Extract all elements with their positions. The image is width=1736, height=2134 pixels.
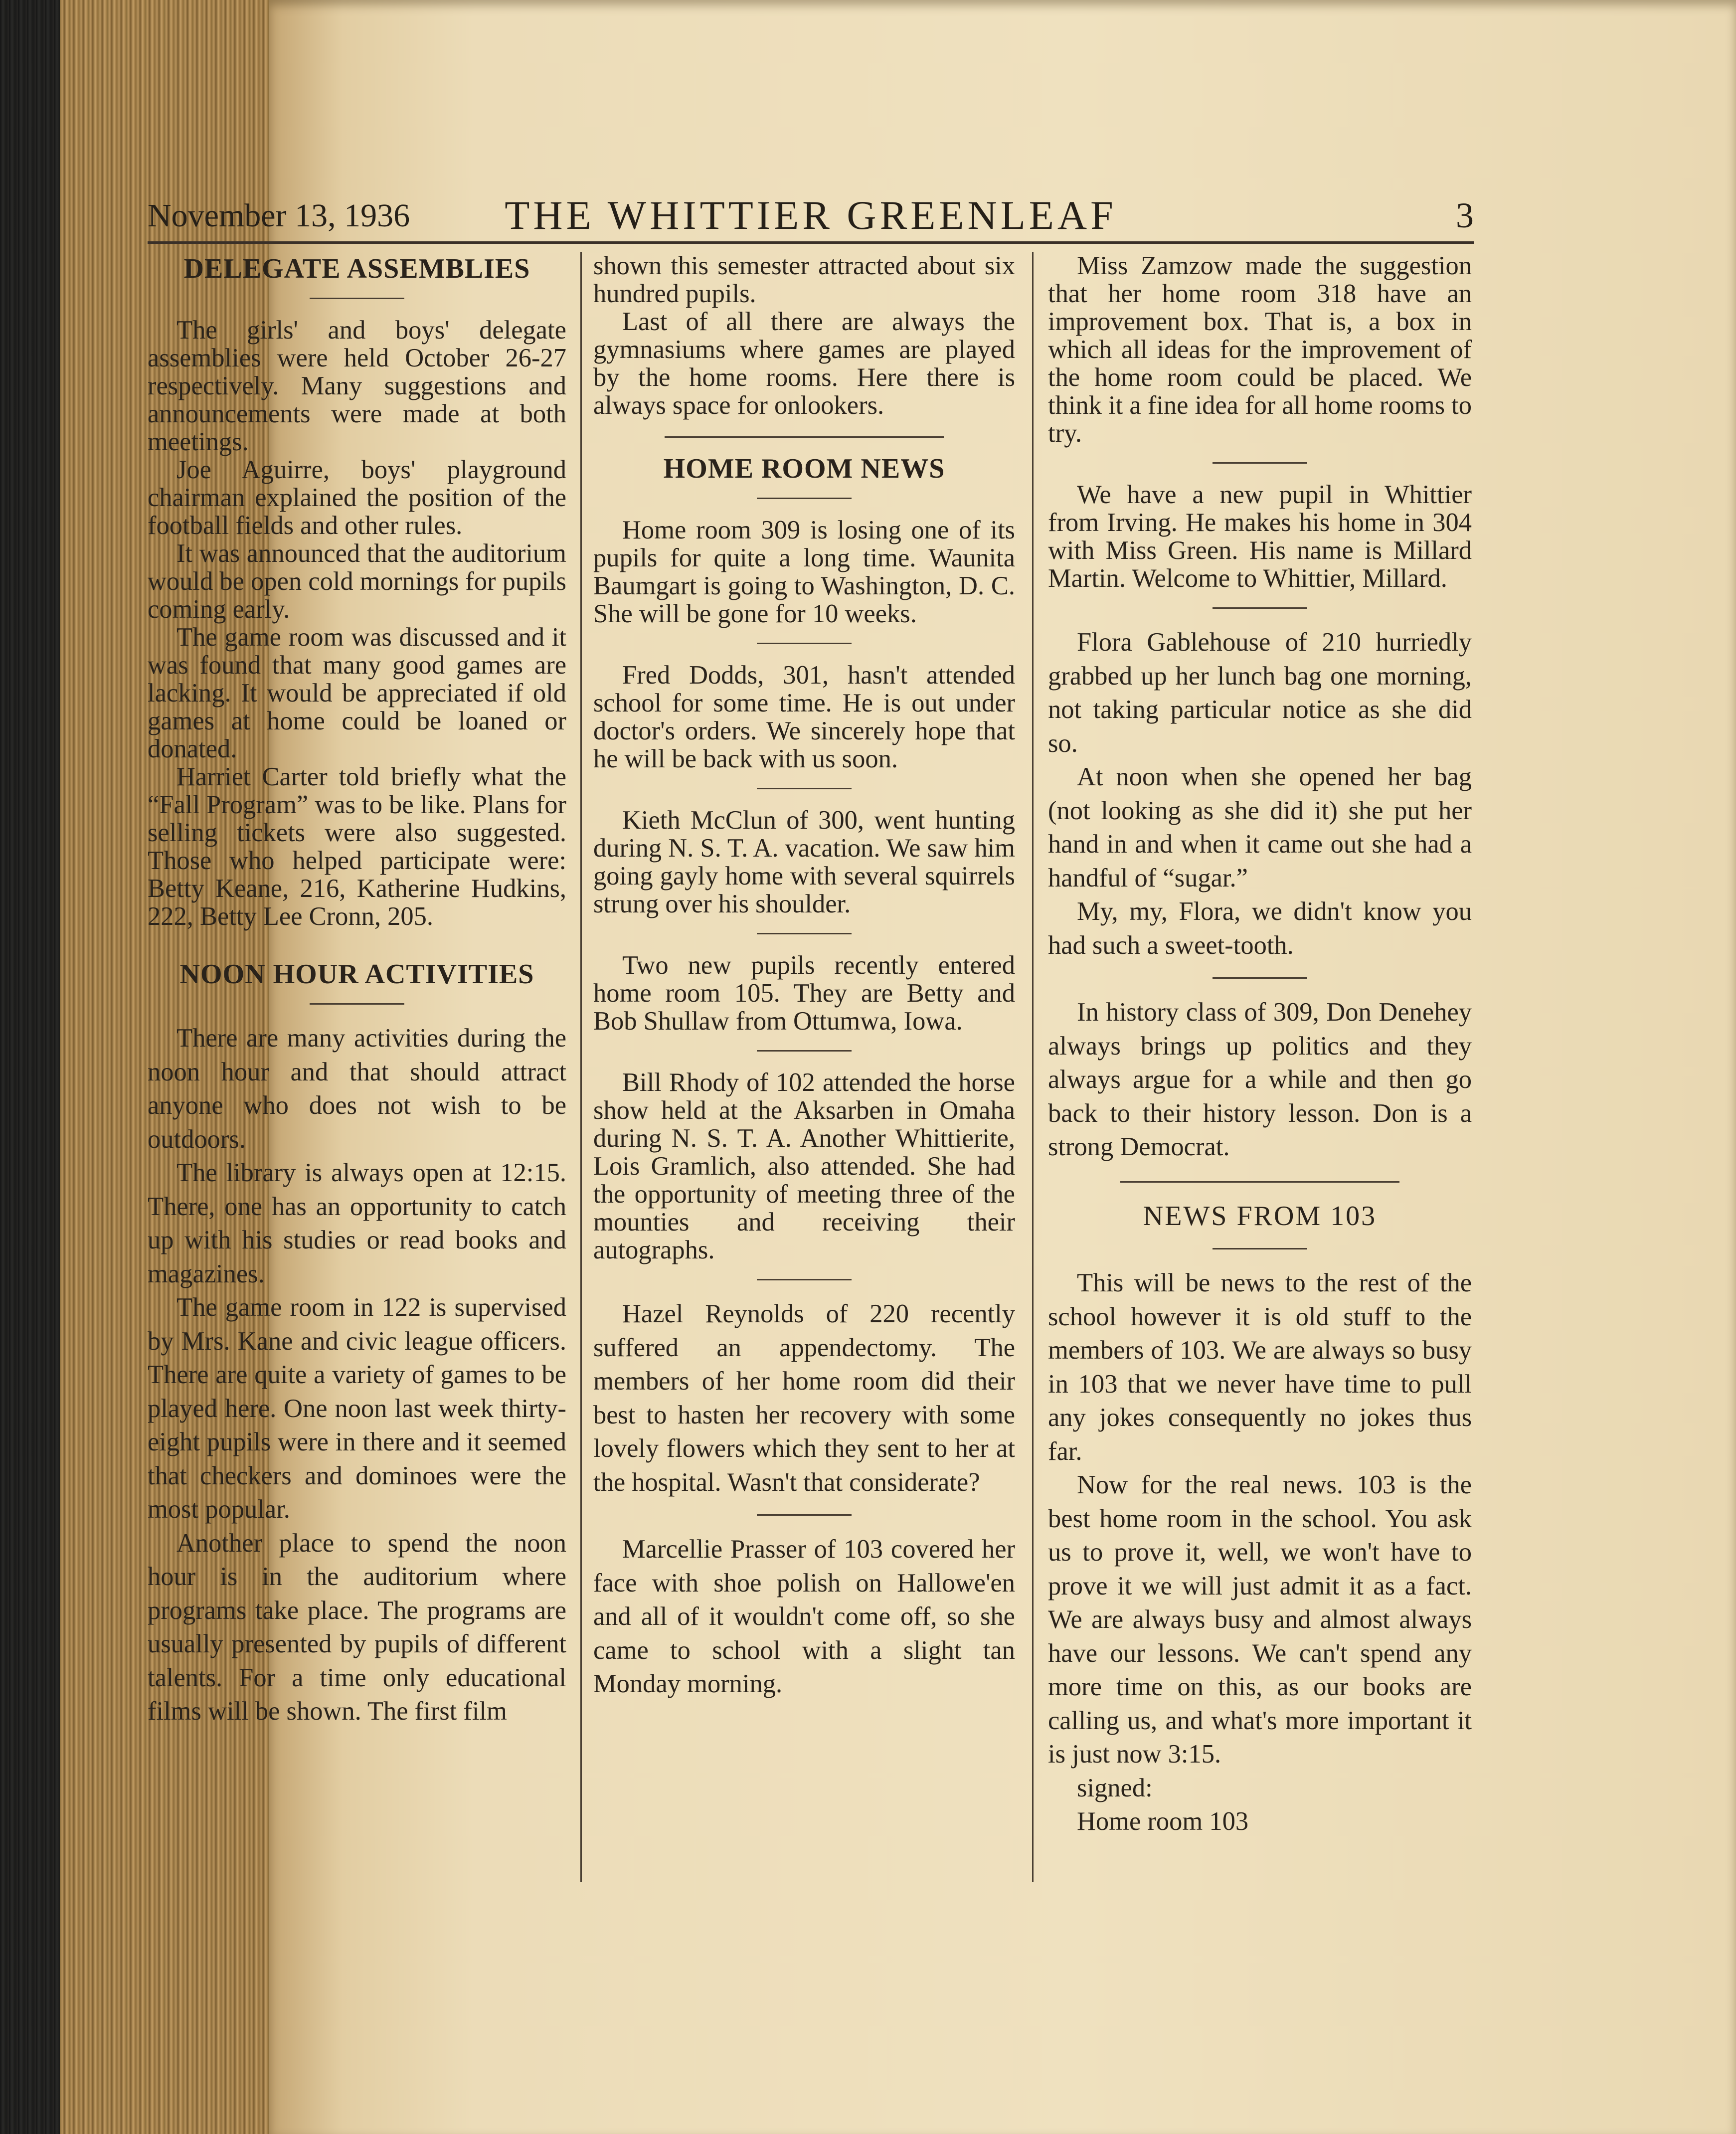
article-paragraph: The game room in 122 is supervised by Mrs. Kane and civic league officers. There are quite a variety of games to be played here. One noon last week thirty-eight pupils were in there and it seemed that checkers and dominoes were the most popular. [148, 1293, 566, 1524]
article-paragraph: Joe Aguirre, boys' playground chairman explained the position of the football fields and other rules. [148, 455, 566, 540]
signature: Home room 103 [1077, 1807, 1249, 1836]
news-item: Marcellie Prasser of 103 covered her face with shoe polish on Hallowe'en and all of it wouldn't come off, so she came to school with a slight tan Monday morning. [593, 1535, 1015, 1698]
article-paragraph: Another place to spend the noon hour is in the auditorium where programs take place. The programs are usually presented by pupils of different talents. For a time only educational films will be shown. The first film [148, 1528, 566, 1726]
article-paragraph: This will be news to the rest of the school however it is old stuff to the members of 103. We are always so busy in 103 that we never have time to pull any jokes consequently no jokes thus far. [1048, 1268, 1472, 1466]
headline-home-room-news: HOME ROOM NEWS [663, 453, 945, 484]
news-item: In history class of 309, Don Denehey always brings up politics and they always argue for a while and then go back to their history lesson. Don is a strong Democrat. [1048, 998, 1472, 1161]
column-1 [148, 252, 566, 1882]
news-item: My, my, Flora, we didn't know you had such a sweet-tooth. [1048, 897, 1472, 960]
item-separator [757, 788, 852, 789]
article-paragraph: Now for the real news. 103 is the best home room in the school. You ask us to prove it, well, we won't have to prove it we will just admit it as a fact. We are always busy and almost always have our lessons. We can't spend any more time on this, as our books are calling us, and what's more important it is just now 3:15. [1048, 1470, 1472, 1769]
item-separator [757, 933, 852, 934]
headline-delegate-assemblies: DELEGATE ASSEMBLIES [183, 253, 530, 284]
news-item: Flora Gablehouse of 210 hurriedly grabbed up her lunch bag one morning, not taking particular notice as she did so. [1048, 628, 1472, 758]
issue-date: November 13, 1936 [148, 197, 410, 234]
item-separator [757, 643, 852, 644]
column-divider [580, 252, 582, 1882]
news-item: We have a new pupil in Whittier from Irving. He makes his home in 304 with Miss Green. His name is Millard Martin. Welcome to Whittier, Millard. [1048, 480, 1472, 593]
article-paragraph: There are many activities during the noon hour and that should attract anyone who does not wish to be outdoors. [148, 1024, 566, 1154]
headline-rule [757, 498, 852, 499]
article-paragraph: Harriet Carter told briefly what the “Fall Program” was to be like. Plans for selling tickets were also suggested. Those who helped participate were: Betty Keane, 216, Katherine Hudkins, 222, Betty Lee Cronn, 205. [148, 762, 566, 931]
signed-label: signed: [1077, 1773, 1153, 1802]
news-item: Bill Rhody of 102 attended the horse show held at the Aksarben in Omaha during N. S. T. A. Another Whittierite, Lois Gramlich, also attended. She had the opportunity of meeting three of the mounties and receiving their autographs. [593, 1068, 1015, 1264]
column-3 [1048, 252, 1472, 1882]
news-item: Miss Zamzow made the suggestion that her home room 318 have an improvement box. That is, a box in which all ideas for the improvement of the home room could be placed. We think it a fine idea for all home rooms to try. [1048, 251, 1472, 448]
item-separator [1213, 462, 1307, 464]
article-paragraph: The library is always open at 12:15. There, one has an opportunity to catch up with his studies or read books and magazines. [148, 1158, 566, 1288]
article-paragraph: It was announced that the auditorium would be open cold mornings for pupils coming early. [148, 539, 566, 624]
item-separator [1213, 977, 1307, 979]
newspaper-title: THE WHITTIER GREENLEAF [505, 192, 1117, 238]
article-separator [665, 436, 944, 438]
headline-rule [1213, 1248, 1307, 1249]
news-item: Fred Dodds, 301, hasn't attended school for some time. He is out under doctor's orders. We sincerely hope that he will be back with us soon. [593, 661, 1015, 773]
article-paragraph: The girls' and boys' delegate assemblies were held October 26-27 respectively. Many suggestions and announcements were made at both meetings. [148, 316, 566, 456]
page-number: 3 [1456, 195, 1474, 235]
headline-news-from-103: NEWS FROM 103 [1143, 1200, 1377, 1232]
column-2 [593, 252, 1015, 1882]
masthead [148, 192, 1474, 239]
column-divider [1032, 252, 1034, 1882]
article-paragraph: shown this semester attracted about six hundred pupils. [593, 251, 1015, 308]
news-item: Two new pupils recently entered home room 105. They are Betty and Bob Shullaw from Ottumwa, Iowa. [593, 951, 1015, 1036]
headline-rule [310, 298, 404, 299]
headline-noon-hour-activities: NOON HOUR ACTIVITIES [179, 959, 534, 990]
article-separator [1120, 1181, 1399, 1183]
article-paragraph: Last of all there are always the gymnasiums where games are played by the home rooms. Here there is always space for onlookers. [593, 307, 1015, 420]
item-separator [1213, 607, 1307, 609]
headline-rule [310, 1003, 404, 1005]
news-item: Kieth McClun of 300, went hunting during N. S. T. A. vacation. We saw him going gayly home with several squirrels strung over his shoulder. [593, 806, 1015, 918]
item-separator [757, 1050, 852, 1052]
item-separator [757, 1279, 852, 1280]
news-item: At noon when she opened her bag (not looking as she did it) she put her hand in and when it came out she had a handful of “sugar.” [1048, 762, 1472, 892]
news-item: Hazel Reynolds of 220 recently suffered an appendectomy. The members of her home room did their best to hasten her recovery with some lovely flowers which they sent to her at the hospital. Wasn't that considerate? [593, 1299, 1015, 1497]
news-item: Home room 309 is losing one of its pupils for quite a long time. Waunita Baumgart is going to Washington, D. C. She will be gone for 10 weeks. [593, 516, 1015, 628]
book-binding [0, 0, 60, 2134]
header-rule [148, 241, 1474, 244]
article-paragraph: The game room was discussed and it was found that many good games are lacking. It would be appreciated if old games at home could be loaned or donated. [148, 623, 566, 763]
item-separator [757, 1514, 852, 1516]
